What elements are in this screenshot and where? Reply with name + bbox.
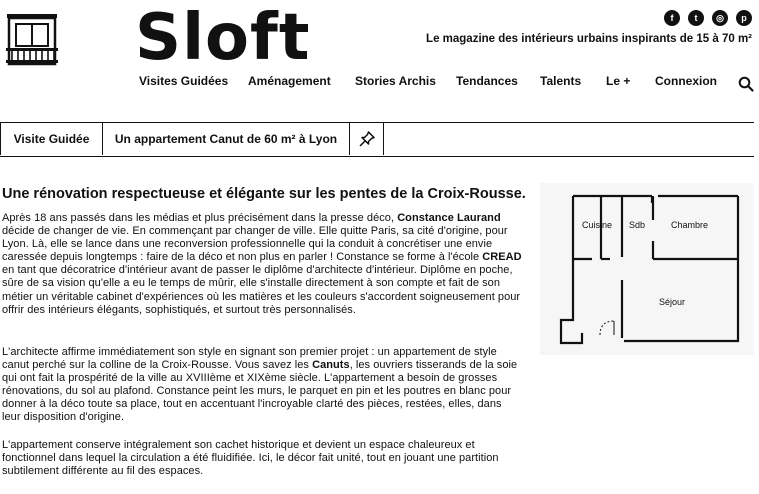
twitter-icon[interactable]: t <box>688 10 704 26</box>
room-label-sejour: Séjour <box>659 297 686 307</box>
breadcrumb-article-title: Un appartement Canut de 60 m² à Lyon <box>103 123 350 155</box>
pin-icon <box>358 130 376 148</box>
nav-tendances[interactable]: Tendances <box>456 74 518 88</box>
article-paragraph-3: L'appartement conserve intégralement son cachet historique et devient un espace chaleureux et fonctionnel dans lequel la circulation a été fluidifiée. Ici, le décor fait unité, tout en jouant une partition subtilement différente au fil des espaces. <box>2 439 499 478</box>
nav-connexion[interactable]: Connexion <box>655 74 717 88</box>
nav-stories-archis[interactable]: Stories Archis <box>355 74 436 88</box>
article-paragraph-2: L'architecte affirme immédiatement son style en signant son premier projet : un appartement de style canut perché sur la colline de la Croix-Rousse. Vous savez les Canuts, les ouvriers tisserands de la soie qui ont fait la prospérité de la ville au XVIIIème et XIXème siècle. L'appartement a besoin de grosses rénovations, du sol au plafond. Constance peint les murs, le parquet en pin et les poutres en blanc pour donner à la déco toute sa place, tout en accentuant l'incroyable clarté des pièces, restées, elles, dans leur disposition d'origine. <box>2 346 518 424</box>
article-paragraph-1: Après 18 ans passés dans les médias et plus précisément dans la presse déco, Constance Laurand décide de changer de vie. En commençant par changer de ville. Elle quitte Paris, sa cité d'origine, pour Lyon. Là, elle se lance dans une reconversion professionnelle qui la conduit à concrétiser une envie caressée depuis longtemps : faire de la déco et non plus en parler ! Constance se forme à l'école CREAD en tant que décoratrice d'intérieur avant de passer le diplôme d'architecte d'intérieur. Diplôme en poche, sûre de sa vision qu'elle a eu le temps de mûrir, elle s'installe directement à son compte et fait de son métier un véritable cabinet d'expériences où les matières et les couleurs s'accordent soigneusement pour offrir des intérieurs élégants, sophistiqués, et surtout très personnalisés. <box>2 212 522 316</box>
pinterest-icon[interactable]: p <box>736 10 752 26</box>
room-label-sdb: Sdb <box>629 220 646 230</box>
logo-building-icon[interactable] <box>4 10 60 66</box>
article-headline: Une rénovation respectueuse et élégante sur les pentes de la Croix-Rousse. <box>2 186 526 202</box>
breadcrumb <box>0 122 754 157</box>
brand-logo[interactable]: Sloft <box>135 1 311 75</box>
facebook-icon[interactable]: f <box>664 10 680 26</box>
breadcrumb-section[interactable]: Visite Guidée <box>0 123 103 155</box>
room-label-cuisine: Cuisine <box>582 220 613 230</box>
instagram-icon[interactable]: ◎ <box>712 10 728 26</box>
pin-button[interactable] <box>350 123 384 155</box>
nav-le-plus[interactable]: Le + <box>606 74 631 88</box>
nav-visites-guidees[interactable]: Visites Guidées <box>139 74 229 88</box>
main-nav <box>0 74 759 90</box>
room-label-chambre: Chambre <box>671 220 709 230</box>
search-icon[interactable] <box>738 76 754 92</box>
floor-plan-image[interactable] <box>540 183 754 355</box>
social-links <box>664 10 752 26</box>
brand-tagline: Le magazine des intérieurs urbains inspirants de 15 à 70 m² <box>426 33 752 45</box>
nav-talents[interactable]: Talents <box>540 74 582 88</box>
nav-amenagement[interactable]: Aménagement <box>248 74 331 88</box>
